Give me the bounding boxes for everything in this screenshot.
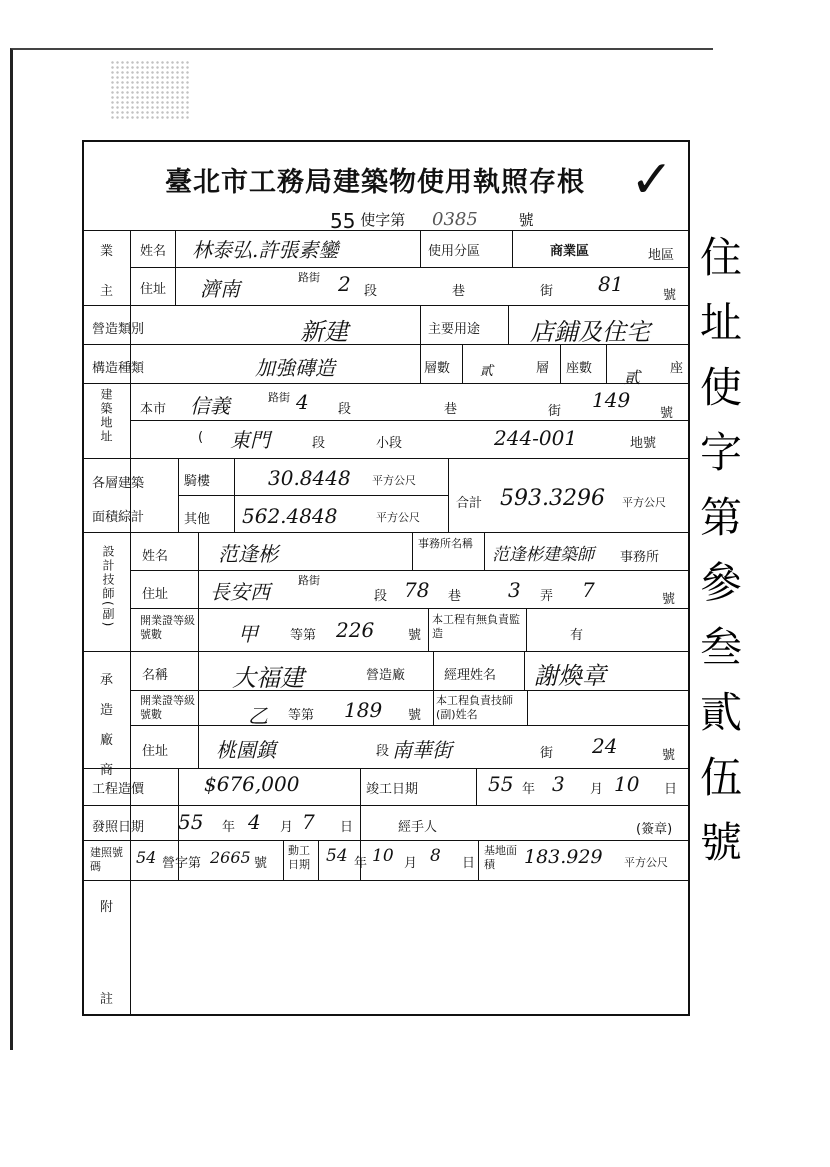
owner-road-label: 路街 <box>298 271 320 284</box>
owner-addr-label: 住址 <box>140 282 167 297</box>
owner-section-bottom: 主 <box>100 284 114 299</box>
site-label: 建築地址 <box>99 388 113 444</box>
owner-no: 81 <box>598 272 624 296</box>
designer-office: 范逢彬建築師 <box>492 545 594 565</box>
struct-label: 構造種類 <box>92 361 145 376</box>
owner-road: 濟南 <box>200 277 240 301</box>
contractor-license-no: 189 <box>344 698 383 722</box>
permit-number: 55 使字第 0385 號 <box>330 209 534 233</box>
use-label: 主要用途 <box>428 322 481 337</box>
site-district: 東門 <box>230 428 270 452</box>
site-lot: 244-001 <box>494 426 578 450</box>
side-handwriting: 住址使字第參叁貳伍號 <box>700 233 743 867</box>
contractor-addr: 桃園鎮 <box>216 738 276 762</box>
contractor-name: 大福建 <box>232 664 304 692</box>
type-value: 新建 <box>300 318 348 346</box>
base-area: 183.929 <box>524 846 603 868</box>
zone-suffix: 地區 <box>648 248 675 263</box>
supervise-value: 有 <box>570 628 584 643</box>
owner-name-label: 姓名 <box>140 244 167 259</box>
owner-section-top: 業 <box>100 244 114 259</box>
zone-label: 使用分區 <box>428 244 481 259</box>
owner-name: 林泰弘.許張素鑾 <box>192 238 339 262</box>
arcade-area: 30.8448 <box>268 466 351 490</box>
designer-license-no: 226 <box>336 618 375 642</box>
cost-value: $676,000 <box>204 772 300 796</box>
form-title: 臺北市工務局建築物使用執照存根 <box>165 167 585 198</box>
zone-value: 商業區 <box>550 244 590 259</box>
site-sec: 4 <box>296 390 309 414</box>
total-area: 593.3296 <box>500 486 605 511</box>
issue-year: 55 <box>178 810 204 834</box>
site-no: 149 <box>592 388 631 412</box>
check-mark: ✓ <box>630 150 674 210</box>
designer-name: 范逢彬 <box>218 542 278 566</box>
struct-value: 加強磚造 <box>255 356 335 380</box>
owner-sec: 2 <box>338 272 351 296</box>
type-label: 營造類別 <box>92 322 145 337</box>
other-area: 562.4848 <box>242 504 338 528</box>
site-road: 信義 <box>190 394 230 418</box>
scan-noise <box>110 60 190 120</box>
contractor-mgr: 謝煥章 <box>534 662 606 690</box>
designer-road: 長安西 <box>210 580 270 604</box>
use-value: 店鋪及住宅 <box>530 318 650 346</box>
